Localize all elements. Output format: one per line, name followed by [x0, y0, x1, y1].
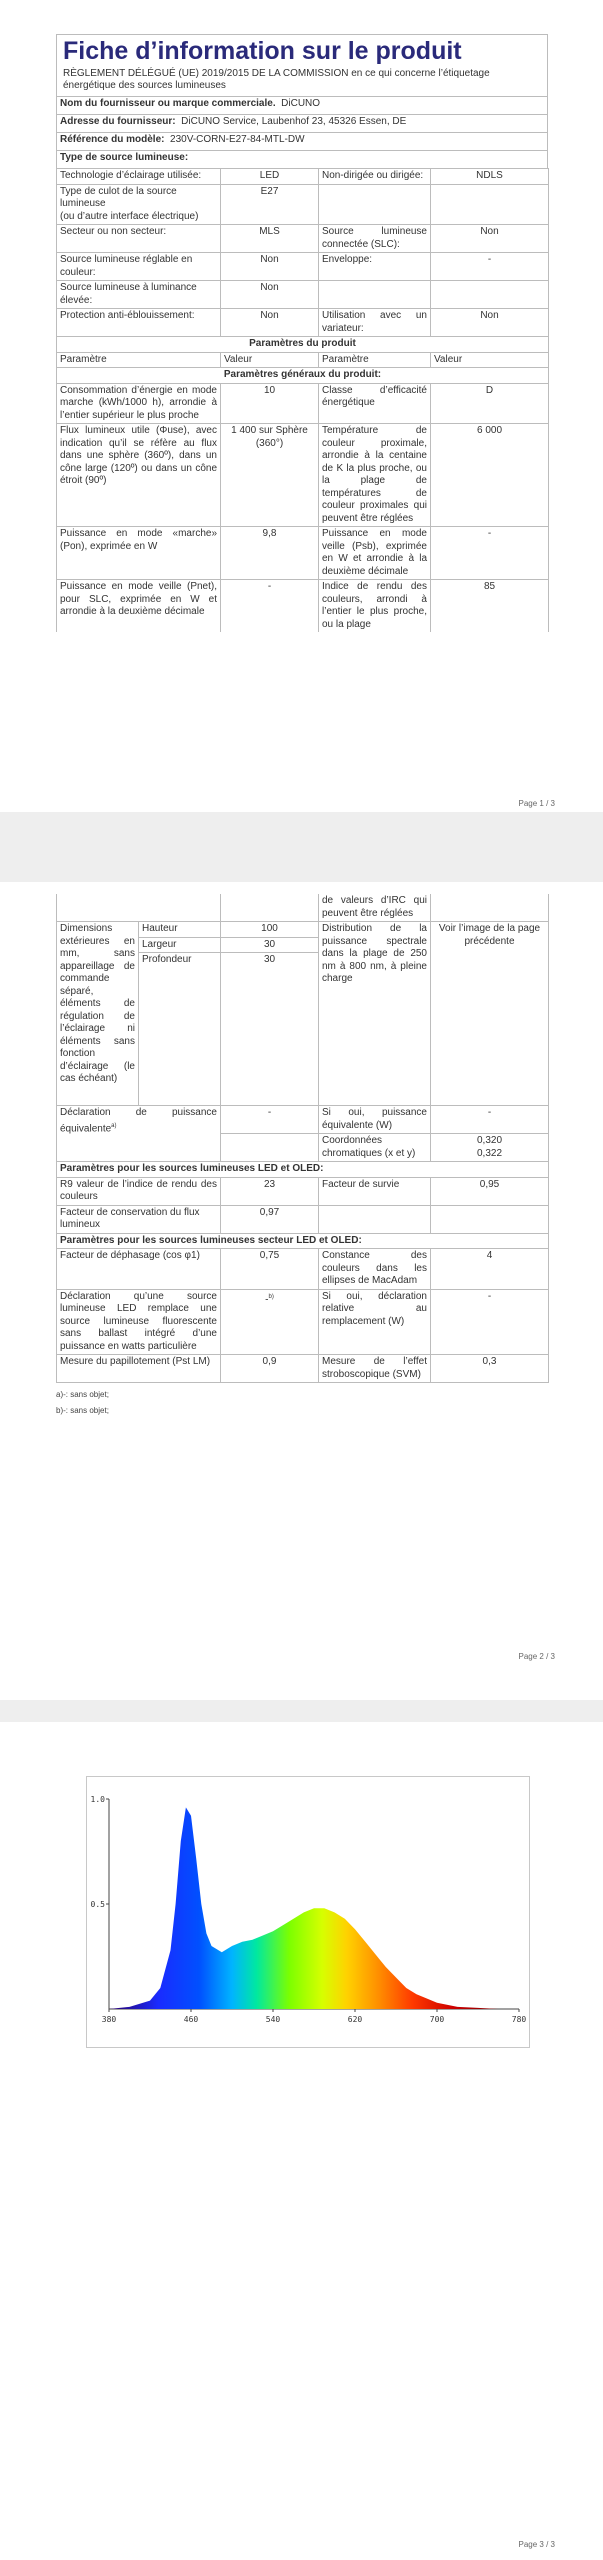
- col-param-1: Paramètre: [57, 352, 221, 368]
- model-value: 230V-CORN-E27-84-MTL-DW: [170, 134, 305, 145]
- page-number-3: Page 3 / 3: [518, 2540, 555, 2549]
- high-luminance-label: Source lumineuse à luminance élevée:: [57, 281, 221, 309]
- survival-label: Facteur de survie: [319, 1177, 431, 1205]
- supplier-table: [56, 96, 548, 169]
- flux-label: Flux lumineux utile (Φuse), avec indication qu’il se réfère au flux dans une sphère (360º), dans un cône large (120º) ou dans un cône étroit (90º): [57, 424, 221, 527]
- dimensions-label: Dimensions extérieures en mm, sans appareillage de commande séparé, éléments de régulation de l’éclairage ni éléments sans fonction d’éclairage (le cas échéant): [57, 922, 139, 1106]
- x-tick-label: 700: [429, 2015, 445, 2024]
- page-3: [0, 1722, 603, 2560]
- consumption-value: 10: [221, 383, 319, 424]
- cct-value: 6 000: [431, 424, 549, 527]
- y-tick-label: 0.5: [90, 1900, 105, 1909]
- svm-label: Mesure de l’effet stroboscopique (SVM): [319, 1355, 431, 1383]
- colour-tunable-value: Non: [221, 253, 319, 281]
- power-factor-value: 0,75: [221, 1249, 319, 1290]
- colour-tunable-label: Source lumineuse réglable en couleur:: [57, 253, 221, 281]
- cri-value: 85: [431, 580, 549, 633]
- general-params-header: Paramètres généraux du produit:: [57, 368, 549, 384]
- on-mode-power-value: 9,8: [221, 527, 319, 580]
- power-factor-label: Facteur de déphasage (cos φ1): [57, 1249, 221, 1290]
- high-luminance-value: Non: [221, 281, 319, 309]
- efficiency-class-value: D: [431, 383, 549, 424]
- model-row: Référence du modèle: 230V-CORN-E27-84-MTL-DW: [57, 133, 548, 151]
- page-1: [0, 0, 603, 812]
- svm-value: 0,3: [431, 1355, 549, 1383]
- chromaticity-value: 0,320 0,322: [431, 1134, 549, 1162]
- mains-label: Secteur ou non secteur:: [57, 225, 221, 253]
- dimmer-value: Non: [431, 309, 549, 337]
- page-title: Fiche d’information sur le produit: [63, 37, 462, 65]
- col-param-2: Paramètre: [319, 352, 431, 368]
- anti-glare-label: Protection anti-éblouissement:: [57, 309, 221, 337]
- supplier-value: DiCUNO: [281, 98, 321, 109]
- page-2-frame: [56, 894, 548, 1419]
- consumption-label: Consommation d’énergie en mode marche (kWh/1000 h), arrondie à l’entier supérieur le plus proche: [57, 383, 221, 424]
- equivalent-power-value: -: [221, 1106, 319, 1134]
- spd-value: Voir l’image de la page précédente: [431, 922, 549, 1106]
- envelope-value: -: [431, 253, 549, 281]
- lumen-maintenance-value: 0,97: [221, 1205, 319, 1233]
- width-value: 30: [221, 937, 319, 953]
- led-params-header: Paramètres pour les sources lumineuses LED et OLED:: [57, 1162, 549, 1178]
- equivalent-power-w-label: Si oui, puissance équivalente (W): [319, 1106, 431, 1134]
- product-table-2: [56, 894, 549, 1383]
- col-value-1: Valeur: [221, 352, 319, 368]
- col-value-2: Valeur: [431, 352, 549, 368]
- flicker-label: Mesure du papillotement (Pst LM): [57, 1355, 221, 1383]
- spectrum-chart: [87, 1777, 529, 2047]
- standby-power-label: Puissance en mode veille (Psb), exprimée en W et arrondie à la deuxième décimale: [319, 527, 431, 580]
- on-mode-power-label: Puissance en mode «marche» (Pon), exprimée en W: [57, 527, 221, 580]
- x-tick-label: 460: [183, 2015, 199, 2024]
- lumen-maintenance-label: Facteur de conservation du flux lumineux: [57, 1205, 221, 1233]
- footnotes: [56, 1387, 548, 1419]
- replacement-label: Déclaration qu’une source lumineuse LED remplace une source lumineuse fluorescente sans ballast intégré d’une puissance en watts particulière: [57, 1289, 221, 1355]
- equivalent-power-label: Déclaration de puissance équivalente$^{a)}$: [57, 1106, 221, 1162]
- replacement-w-label: Si oui, déclaration relative au remplacement (W): [319, 1289, 431, 1355]
- r9-label: R9 valeur de l’indice de rendu des couleurs: [57, 1177, 221, 1205]
- y-tick-label: 1.0: [90, 1795, 105, 1804]
- r9-value: 23: [221, 1177, 319, 1205]
- page-number-1: Page 1 / 3: [518, 799, 555, 808]
- replacement-value: -$^{b)}$: [221, 1289, 319, 1355]
- networked-standby-label: Puissance en mode veille (Pnet), pour SLC, exprimée en W et arrondie à la deuxième décimale: [57, 580, 221, 633]
- height-label: Hauteur: [139, 922, 221, 938]
- nondir-label: Non-dirigée ou dirigée:: [319, 169, 431, 185]
- mains-value: MLS: [221, 225, 319, 253]
- product-table-1: [56, 168, 549, 632]
- flux-value: 1 400 sur Sphère (360°): [221, 424, 319, 527]
- x-tick-label: 780: [511, 2015, 527, 2024]
- height-value: 100: [221, 922, 319, 938]
- standby-power-value: -: [431, 527, 549, 580]
- survival-value: 0,95: [431, 1177, 549, 1205]
- address-row: Adresse du fournisseur: DiCUNO Service, Laubenhof 23, 45326 Essen, DE: [57, 115, 548, 133]
- envelope-label: Enveloppe:: [319, 253, 431, 281]
- replacement-w-value: -: [431, 1289, 549, 1355]
- source-type-header: Type de source lumineuse:: [57, 151, 548, 169]
- spectrum-chart-frame: [86, 1776, 530, 2048]
- footnote-a: a)-: sans objet;: [56, 1390, 109, 1399]
- page-1-frame: [56, 34, 548, 632]
- x-tick-label: 540: [265, 2015, 281, 2024]
- tech-value: LED: [221, 169, 319, 185]
- page-2: [0, 882, 603, 1700]
- flicker-value: 0,9: [221, 1355, 319, 1383]
- cct-label: Température de couleur proximale, arrondie à la centaine de K la plus proche, ou la plage de températures de couleur proximales qui peuvent être réglées: [319, 424, 431, 527]
- efficiency-class-label: Classe d’efficacité énergétique: [319, 383, 431, 424]
- macadam-value: 4: [431, 1249, 549, 1290]
- x-tick-label: 380: [101, 2015, 117, 2024]
- address-value: DiCUNO Service, Laubenhof 23, 45326 Essen, DE: [181, 116, 407, 127]
- connected-value: Non: [431, 225, 549, 253]
- x-tick-label: 620: [347, 2015, 363, 2024]
- equivalent-power-w-value: -: [431, 1106, 549, 1134]
- width-label: Largeur: [139, 937, 221, 953]
- cri-continued: de valeurs d’IRC qui peuvent être réglées: [319, 894, 431, 922]
- cap-label: Type de culot de la source lumineuse (ou d’autre interface électrique): [57, 184, 221, 225]
- regulation-text: RÈGLEMENT DÉLÉGUÉ (UE) 2019/2015 DE LA COMMISSION en ce qui concerne l’étiquetage énergétique des sources lumineuses: [63, 68, 490, 91]
- product-params-header: Paramètres du produit: [57, 337, 549, 353]
- spectrum-series-area: [109, 1807, 519, 2009]
- macadam-label: Constance des couleurs dans les ellipses de MacAdam: [319, 1249, 431, 1290]
- page-number-2: Page 2 / 3: [518, 1652, 555, 1661]
- supplier-row: Nom du fournisseur ou marque commerciale. DiCUNO: [57, 97, 548, 115]
- anti-glare-value: Non: [221, 309, 319, 337]
- dimmer-label: Utilisation avec un variateur:: [319, 309, 431, 337]
- networked-standby-value: -: [221, 580, 319, 633]
- chromaticity-label: Coordonnées chromatiques (x et y): [319, 1134, 431, 1162]
- spd-label: Distribution de la puissance spectrale dans la plage de 250 nm à 800 nm, à pleine charge: [319, 922, 431, 1106]
- footnote-b: b)-: sans objet;: [56, 1406, 109, 1415]
- connected-label: Source lumineuse connectée (SLC):: [319, 225, 431, 253]
- tech-label: Technologie d’éclairage utilisée:: [57, 169, 221, 185]
- cap-value: E27: [221, 184, 319, 225]
- nondir-value: NDLS: [431, 169, 549, 185]
- depth-value: 30: [221, 953, 319, 1106]
- mains-led-params-header: Paramètres pour les sources lumineuses secteur LED et OLED:: [57, 1233, 549, 1249]
- cri-label: Indice de rendu des couleurs, arrondi à l’entier le plus proche, ou la plage: [319, 580, 431, 633]
- depth-label: Profondeur: [139, 953, 221, 1106]
